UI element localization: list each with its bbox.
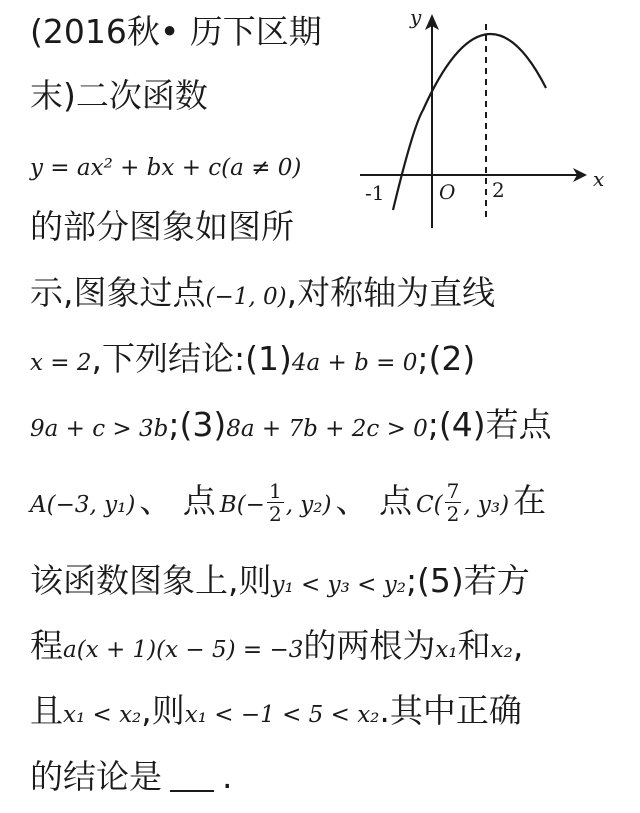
axis-formula: x = 2: [30, 350, 92, 376]
problem-text: ;(2): [417, 339, 476, 378]
root-x1: x₁: [435, 637, 458, 663]
problem-text: ,则: [141, 691, 185, 730]
root-order-formula: x₁ < x₂: [63, 702, 142, 728]
problem-line-3: [30, 144, 301, 188]
y-axis-label: y: [410, 5, 422, 29]
problem-line-2: [30, 76, 208, 116]
problem-line-4: [30, 207, 294, 247]
origin-label: O: [439, 180, 456, 204]
problem-text: .其中正确: [379, 691, 522, 730]
problem-text: ,: [512, 626, 524, 665]
point-c-prefix: C(: [416, 492, 443, 518]
point-formula: (−1, 0): [205, 284, 287, 310]
problem-line-11: [30, 691, 522, 735]
problem-line-5: [30, 273, 495, 317]
parabola-graph: [355, 0, 615, 235]
problem-text: ,下列结论:(1): [91, 339, 292, 378]
tick-label-2: 2: [492, 178, 505, 202]
point-c-suffix: , y₃): [463, 492, 510, 518]
problem-line-8: [30, 480, 546, 525]
problem-line-7: [30, 405, 552, 449]
conclusion-5-formula: x₁ < −1 < 5 < x₂: [184, 702, 380, 728]
problem-text: ;(3): [168, 405, 227, 444]
fraction-seven-half: $\frac{7}{2}$: [446, 479, 460, 526]
parabola-curve: [393, 34, 546, 210]
problem-text: 示,图象过点: [30, 273, 206, 312]
problem-source: (2016秋• 历下区期: [30, 12, 322, 51]
problem-line-12: [30, 757, 233, 797]
problem-text: 的部分图象如图所: [30, 207, 294, 246]
problem-line-9: [30, 561, 530, 605]
problem-text: 的两根为: [303, 626, 436, 665]
problem-line-10: [30, 626, 523, 670]
conclusion-1-formula: 4a + b = 0: [291, 350, 418, 376]
problem-text: 和: [457, 626, 491, 665]
problem-text: 的结论是: [30, 757, 162, 796]
point-b-suffix: , y₂): [285, 492, 332, 518]
problem-text: ;(4)若点: [427, 405, 552, 444]
problem-text: 程: [30, 626, 63, 665]
problem-intro: 末)二次函数: [30, 76, 208, 115]
answer-blank[interactable]: [170, 760, 214, 792]
problem-line-6: [30, 339, 475, 383]
tick-label-neg1: -1: [365, 181, 385, 205]
fraction-one-half: $\frac{1}{2}$: [268, 479, 282, 526]
conclusion-2-formula: 9a + c > 3b: [30, 416, 169, 442]
problem-text: 在: [513, 481, 547, 520]
problem-text: ,对称轴为直线: [286, 273, 496, 312]
root-x2: x₂: [490, 637, 513, 663]
problem-text: 、 点: [335, 481, 412, 520]
point-b-prefix: B(−: [219, 492, 265, 518]
conclusion-3-formula: 8a + 7b + 2c > 0: [226, 416, 428, 442]
problem-text: 该函数图象上,则: [30, 561, 272, 600]
problem-text: 、 点: [139, 481, 216, 520]
conclusion-4-formula: y₁ < y₃ < y₂: [271, 572, 406, 598]
quadratic-formula: y = ax² + bx + c(a ≠ 0): [30, 155, 302, 181]
problem-line-1: [30, 12, 322, 52]
problem-text: 且: [30, 691, 63, 730]
point-a: A(−3, y₁): [30, 492, 136, 518]
problem-text: ;(5)若方: [405, 561, 530, 600]
x-axis-label: x: [593, 167, 605, 191]
problem-text: .: [222, 757, 233, 796]
equation-formula: a(x + 1)(x − 5) = −3: [63, 637, 304, 663]
